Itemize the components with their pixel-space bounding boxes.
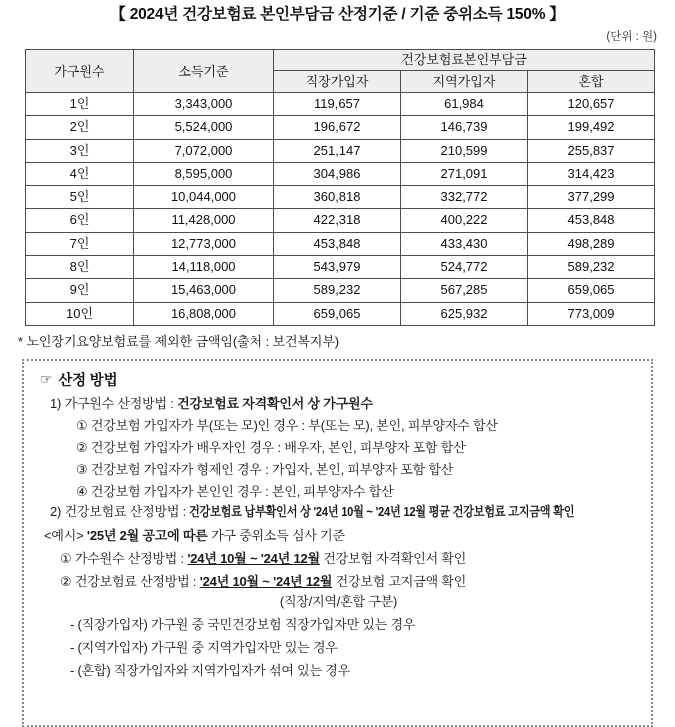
example-item-1	[32, 542, 645, 565]
cell-regional: 625,932	[401, 302, 528, 325]
cell-mixed: 659,065	[528, 279, 655, 302]
cell-mixed: 255,837	[528, 139, 655, 162]
table-body	[26, 93, 655, 326]
example-heading	[32, 518, 645, 542]
category-dash-item-2: - (지역가입자) 가구원 중 지역가입자만 있는 경우	[70, 639, 338, 655]
cell-household: 10인	[26, 302, 134, 325]
cell-household: 2인	[26, 116, 134, 139]
cell-regional: 146,739	[401, 116, 528, 139]
example-emphasis: '25년 2월 공고에 따른	[86, 527, 208, 543]
table-container	[0, 49, 675, 326]
cell-income: 11,428,000	[134, 209, 274, 232]
health-insurance-table	[25, 49, 655, 326]
table-row	[26, 116, 655, 139]
column-header-regional: 지역가입자	[401, 71, 528, 93]
column-header-workplace: 직장가입자	[274, 71, 401, 93]
method-heading-label: 산정 방법	[58, 372, 118, 389]
method-subitem-1: ① 건강보험 가입자가 부(또는 모)인 경우 : 부(또는 모), 본인, 피부양자수 합산	[76, 417, 498, 433]
cell-mixed: 589,232	[528, 256, 655, 279]
table-row	[26, 93, 655, 116]
cell-income: 5,524,000	[134, 116, 274, 139]
cell-income: 7,072,000	[134, 139, 274, 162]
cell-household: 9인	[26, 279, 134, 302]
example-item-1-period: '24년 10월 ~ '24년 12월	[187, 550, 320, 566]
cell-workplace: 360,818	[274, 186, 401, 209]
table-footnote: * 노인장기요양보험료를 제외한 금액임(출처 : 보건복지부)	[18, 333, 340, 349]
cell-workplace: 196,672	[274, 116, 401, 139]
example-item-2-prefix: ② 건강보험료 산정방법 :	[60, 573, 200, 589]
cell-household: 5인	[26, 186, 134, 209]
cell-household: 7인	[26, 232, 134, 255]
cell-workplace: 304,986	[274, 162, 401, 185]
example-item-1-prefix: ① 가수원수 산정방법 :	[60, 550, 188, 566]
cell-household: 8인	[26, 256, 134, 279]
table-row	[26, 162, 655, 185]
cell-income: 8,595,000	[134, 162, 274, 185]
category-dash-item-3: - (혼합) 직장가입자와 지역가입자가 섞여 있는 경우	[70, 662, 351, 678]
cell-household: 4인	[26, 162, 134, 185]
example-item-2-rest: 건강보험 고지금액 확인	[332, 573, 467, 589]
cell-income: 14,118,000	[134, 256, 274, 279]
method-subitem-4: ④ 건강보험 가입자가 본인인 경우 : 본인, 피부양자수 합산	[76, 483, 394, 499]
cell-mixed: 773,009	[528, 302, 655, 325]
column-header-group: 건강보험료본인부담금	[274, 50, 655, 71]
table-row	[26, 186, 655, 209]
cell-mixed: 199,492	[528, 116, 655, 139]
method-heading	[32, 369, 645, 390]
example-item-2-period: '24년 10월 ~ '24년 12월	[199, 573, 333, 589]
category-dash-item-1: - (직장가입자) 가구원 중 국민건강보험 직장가입자만 있는 경우	[70, 616, 416, 632]
cell-income: 10,044,000	[134, 186, 274, 209]
table-row	[26, 209, 655, 232]
title-row	[0, 0, 675, 24]
method-item-2	[32, 498, 645, 518]
cell-workplace: 422,318	[274, 209, 401, 232]
cell-income: 16,808,000	[134, 302, 274, 325]
cell-workplace: 251,147	[274, 139, 401, 162]
table-header-row-1	[26, 50, 655, 71]
cell-regional: 433,430	[401, 232, 528, 255]
cell-regional: 61,984	[401, 93, 528, 116]
table-row	[26, 232, 655, 255]
pointing-hand-icon: ☞	[40, 371, 53, 388]
example-tag: <예시>	[44, 527, 84, 543]
example-item-2	[32, 565, 645, 588]
column-header-income: 소득기준	[134, 50, 274, 93]
unit-label: (단위 : 원)	[606, 31, 657, 43]
cell-income: 15,463,000	[134, 279, 274, 302]
unit-row	[0, 27, 675, 45]
example-item-1-rest: 건강보험 자격확인서 확인	[319, 550, 467, 566]
method-subitem-3: ③ 건강보험 가입자가 형제인 경우 : 가입자, 본인, 피부양자 포함 합산	[76, 461, 454, 477]
cell-household: 3인	[26, 139, 134, 162]
column-header-household: 가구원수	[26, 50, 134, 93]
method-item-1-emphasis: 건강보험료 자격확인서 상 가구원수	[177, 395, 373, 411]
cell-mixed: 498,289	[528, 232, 655, 255]
page-title: 【 2024년 건강보험료 본인부담금 산정기준 / 기준 중위소득 150% 】	[110, 6, 565, 23]
table-row	[26, 139, 655, 162]
method-item-1	[32, 390, 645, 410]
cell-mixed: 120,657	[528, 93, 655, 116]
example-rest: 가구 중위소득 심사 기준	[207, 527, 345, 543]
method-item-2-emphasis: 건강보험료 납부확인서 상 '24년 10월 ~ '24년 12월 평균 건강보험료 고지금액 확인	[189, 503, 575, 519]
cell-mixed: 453,848	[528, 209, 655, 232]
calculation-method-box	[22, 359, 653, 727]
cell-regional: 400,222	[401, 209, 528, 232]
cell-workplace: 543,979	[274, 256, 401, 279]
table-row	[26, 302, 655, 325]
cell-workplace: 589,232	[274, 279, 401, 302]
category-note: (직장/지역/혼합 구분)	[279, 593, 398, 609]
cell-household: 6인	[26, 209, 134, 232]
cell-household: 1인	[26, 93, 134, 116]
method-item-2-prefix: 2) 건강보험료 산정방법 :	[50, 503, 190, 519]
method-item-1-prefix: 1) 가구원수 산정방법 :	[50, 395, 178, 411]
table-header	[26, 50, 655, 93]
cell-regional: 271,091	[401, 162, 528, 185]
column-header-mixed: 혼합	[528, 71, 655, 93]
table-row	[26, 256, 655, 279]
cell-mixed: 314,423	[528, 162, 655, 185]
cell-regional: 524,772	[401, 256, 528, 279]
table-row	[26, 279, 655, 302]
cell-regional: 210,599	[401, 139, 528, 162]
cell-income: 12,773,000	[134, 232, 274, 255]
method-subitem-2: ② 건강보험 가입자가 배우자인 경우 : 배우자, 본인, 피부양자 포함 합산	[76, 439, 466, 455]
cell-workplace: 453,848	[274, 232, 401, 255]
cell-mixed: 377,299	[528, 186, 655, 209]
cell-regional: 567,285	[401, 279, 528, 302]
cell-income: 3,343,000	[134, 93, 274, 116]
cell-workplace: 119,657	[274, 93, 401, 116]
cell-workplace: 659,065	[274, 302, 401, 325]
cell-regional: 332,772	[401, 186, 528, 209]
